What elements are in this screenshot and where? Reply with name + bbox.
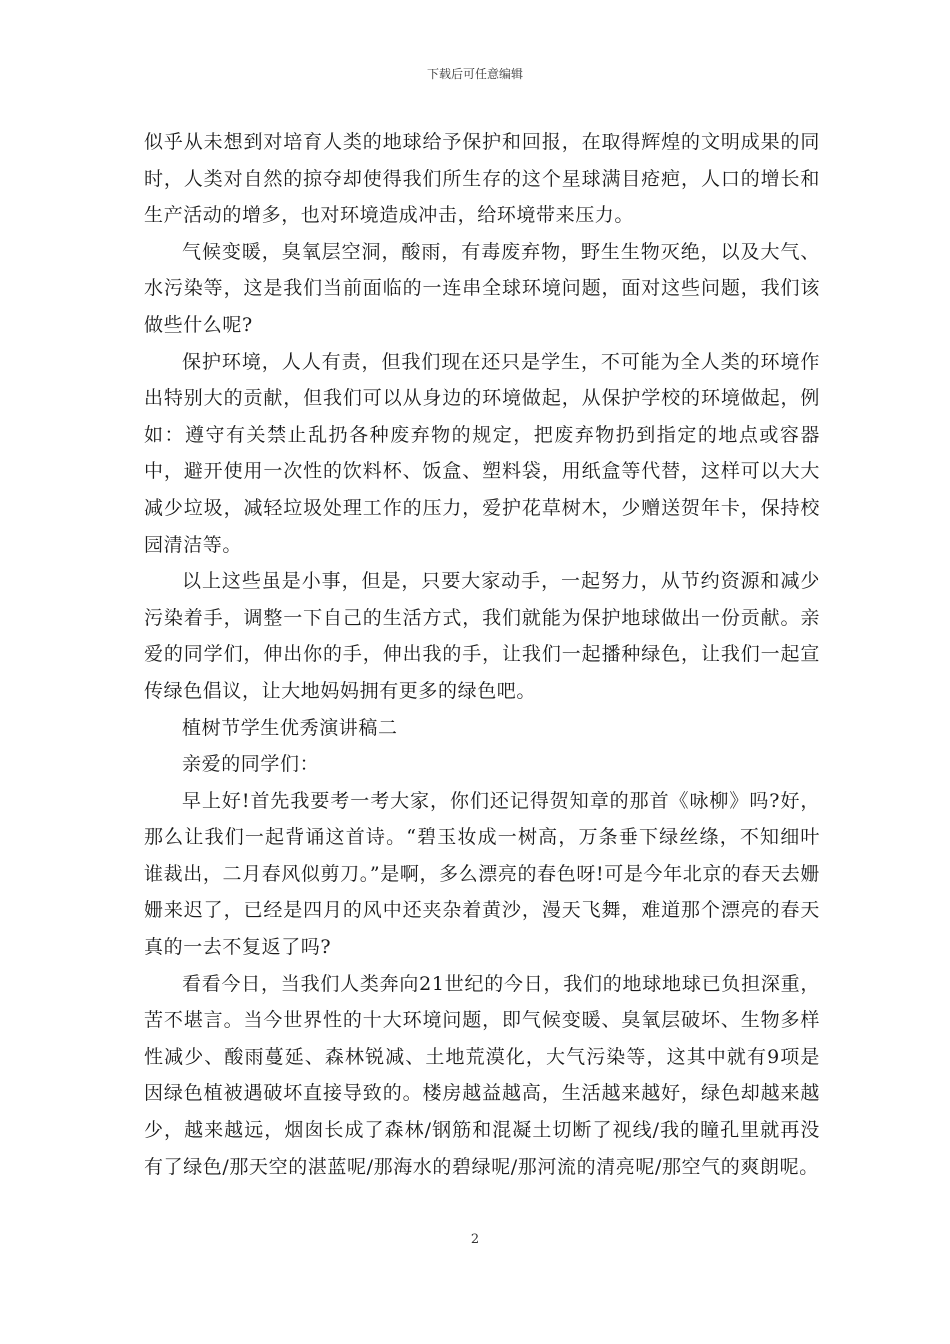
document-body — [144, 124, 820, 1185]
paragraph: 保护环境，人人有责，但我们现在还只是学生，不可能为全人类的环境作出特别大的贡献，但我们可以从身边的环境做起，从保护学校的环境做起，例如：遵守有关禁止乱扔各种废弃物的规定，把废弃物扔到指定的地点或容器中，避开使用一次性的饮料杯、饭盒、塑料袋，用纸盒等代替，这样可以大大减少垃圾，减轻垃圾处理工作的压力，爱护花草树木，少赠送贺年卡，保持校园清洁等。 — [144, 350, 820, 556]
paragraph: 似乎从未想到对培育人类的地球给予保护和回报，在取得辉煌的文明成果的同时，人类对自然的掠夺却使得我们所生存的这个星球满目疮疤，人口的增长和生产活动的增多，也对环境造成冲击，给环境带来压力。 — [144, 131, 820, 227]
paragraph: 看看今日，当我们人类奔向21世纪的今日，我们的地球地球已负担深重，苦不堪言。当今世界性的十大环境问题，即气候变暖、臭氧层破坏、生物多样性减少、酸雨蔓延、森林锐减、土地荒漠化，大气污染等，这其中就有9项是因绿色植被遇破坏直接导致的。楼房越益越高，生活越来越好，绿色却越来越少，越来越远，烟囱长成了森林/钢筋和混凝土切断了视线/我的瞳孔里就再没有了绿色/那天空的湛蓝呢/那海水的碧绿呢/那河流的清亮呢/那空气的爽朗呢。 — [144, 972, 820, 1178]
section-title: 植树节学生优秀演讲稿二 — [182, 716, 398, 739]
salutation: 亲爱的同学们： — [182, 753, 320, 776]
paragraph: 以上这些虽是小事，但是，只要大家动手，一起努力，从节约资源和减少污染着手，调整一下自己的生活方式，我们就能为保护地球做出一份贡献。亲爱的同学们，伸出你的手，伸出我的手，让我们一起播种绿色，让我们一起宣传绿色倡议，让大地妈妈拥有更多的绿色吧。 — [144, 570, 820, 702]
paragraph: 早上好!首先我要考一考大家，你们还记得贺知章的那首《咏柳》吗?好，那么让我们一起背诵这首诗。“碧玉妆成一树高，万条垂下绿丝绦，不知细叶谁裁出，二月春风似剪刀。”是啊，多么漂亮的春色呀!可是今年北京的春天去姗姗来迟了，已经是四月的风中还夹杂着黄沙，漫天飞舞，难道那个漂亮的春天真的一去不复返了吗? — [144, 789, 820, 959]
paragraph: 气候变暖，臭氧层空洞，酸雨，有毒废弃物，野生生物灭绝，以及大气、水污染等，这是我们当前面临的一连串全球环境问题，面对这些问题，我们该做些什么呢? — [144, 240, 820, 336]
page-header: 下载后可任意编辑 — [426, 67, 523, 81]
page-number: 2 — [470, 1232, 480, 1247]
